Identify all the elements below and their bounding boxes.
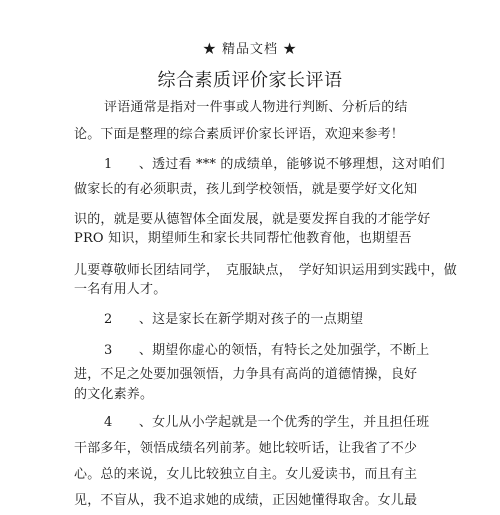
paragraph-line: 论。下面是整理的综合素质评价家长评语，欢迎来参考！	[74, 127, 405, 142]
paragraph-line: 的文化素养。	[74, 387, 154, 402]
paragraph-line: 4 、女儿从小学起就是一个优秀的学生，并且担任班	[104, 415, 430, 430]
paragraph-line: 进，不足之处要加强领悟，力争具有高尚的道德情操，良好	[74, 367, 418, 382]
header-mark: ★ 精品文档 ★	[202, 42, 298, 57]
paragraph-line: 见，不盲从，我不追求她的成绩，正因她懂得取舍。女儿最	[74, 493, 418, 508]
paragraph-line: PRO 知识，期望师生和家长共同帮忙他教育他，也期望吾	[74, 231, 412, 246]
paragraph-line: 一名有用人才。	[74, 282, 167, 297]
document-title: 综合素质评价家长评语	[157, 70, 343, 91]
paragraph-line: 2 、这是家长在新学期对孩子的一点期望	[104, 312, 364, 327]
paragraph-line: 心。总的来说，女儿比较独立自主。女儿爱读书，而且有主	[74, 467, 418, 482]
paragraph-line: 3 、期望你虚心的领悟，有特长之处加强学，不断上	[104, 343, 430, 358]
paragraph-line: 做家长的有必须职责，孩儿到学校领悟，就是要学好文化知	[74, 182, 418, 197]
paragraph-line: 干部多年，领悟成绩名列前茅。她比较听话，让我省了不少	[74, 441, 418, 456]
paragraph-line: 评语通常是指对一件事或人物进行判断、分析后的结	[104, 100, 408, 115]
paragraph-line: 1 、透过看 *** 的成绩单，能够说不够理想，这对咱们	[104, 157, 445, 172]
paragraph-line: 儿要尊敬师长团结同学， 克服缺点， 学好知识运用到实践中，做	[74, 263, 458, 278]
paragraph-line: 识的，就是要从德智体全面发展，就是要发挥自我的才能学好	[74, 212, 431, 227]
